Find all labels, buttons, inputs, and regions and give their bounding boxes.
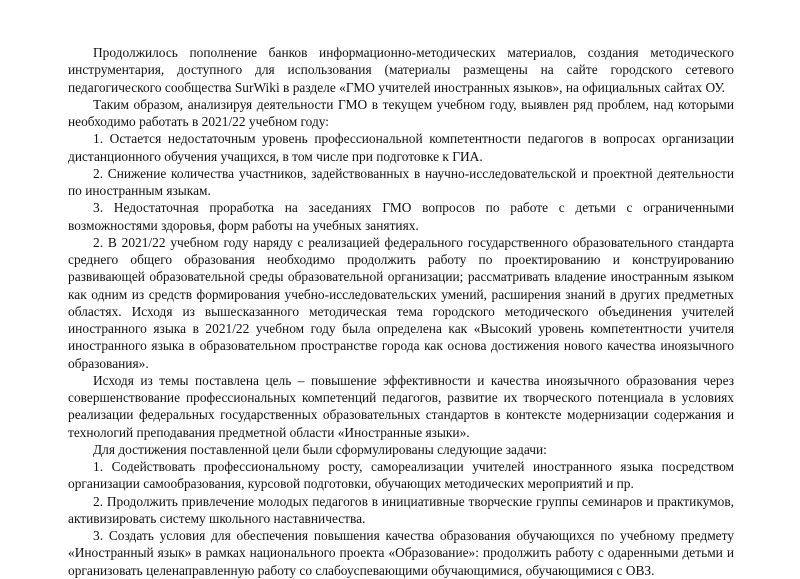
problem-item-2: 2. Снижение количества участников, задействованных в научно-исследовательской и проектной деятельности по иностранным языкам. bbox=[68, 165, 734, 198]
paragraph-tasks-intro: Для достижения поставленной цели были сформулированы следующие задачи: bbox=[93, 441, 547, 457]
task-item-3: 3. Создать условия для обеспечения повышения качества образования обучающихся по учебному предмету «Иностранный язык» в рамках национального проекта «Образование»: продолжить работу с одаренными детьми и организовать целенаправленную работу со слабоуспевающими обучающимися, обучающимися с ОВЗ. bbox=[68, 528, 734, 578]
paragraph-goal: Исходя из темы поставлена цель – повышение эффективности и качества иноязычного образования через совершенствование профессиональных компетенций педагогов, развитие их творческого потенциала в условиях реализации федеральных государственных образовательных стандартов в контексте модернизации содержания и технологий преподавания предметной области «Иностранные языки». bbox=[68, 372, 734, 440]
task-item-2: 2. Продолжить привлечение молодых педагогов в инициативные творческие группы семинаров и практикумов, активизировать систему школьного наставничества. bbox=[68, 493, 734, 526]
paragraph-materials: Продолжилось пополнение банков информационно-методических материалов, создания методического инструментария, доступного для использования (материалы размещены на сайте городского сетевого педагогического сообщества SurWiki в разделе «ГМО учителей иностранных языков», на официальных сайтах ОУ. bbox=[68, 45, 734, 95]
problem-item-3: 3. Недостаточная проработка на заседаниях ГМО вопросов по работе с детьми с ограниченными возможностями здоровья, форм работы на учебных занятиях. bbox=[68, 200, 734, 233]
problem-item-1: 1. Остается недостаточным уровень профессиональной компетентности педагогов в вопросах организации дистанционного обучения учащихся, в том числе при подготовке к ГИА. bbox=[68, 131, 734, 164]
paragraph-methodical-theme: 2. В 2021/22 учебном году наряду с реализацией федерального государственного образовательного стандарта среднего общего образования необходимо продолжить работу по проектированию и конструированию развивающей образовательной среды образовательной организации; рассматривать владение иностранным языком как одним из средств формирования учебно-исследовательских умений, расширения знаний в других предметных областях. Исходя из вышесказанного методическая тема городского методического объединения учителей иностранного языка в 2021/22 учебном году была определена как «Высокий уровень компетентности учителя иностранного языка в образовательном пространстве города как основа достижения нового качества иноязычного образования». bbox=[68, 234, 734, 371]
document-page bbox=[68, 44, 734, 579]
paragraph-problems-intro: Таким образом, анализируя деятельности ГМО в текущем учебном году, выявлен ряд проблем, над которыми необходимо работать в 2021/22 учебном году: bbox=[68, 96, 734, 129]
task-item-1: 1. Содействовать профессиональному росту, самореализации учителей иностранного языка посредством организации самообразования, курсовой подготовки, обучающих методических мероприятий и пр. bbox=[68, 459, 734, 492]
